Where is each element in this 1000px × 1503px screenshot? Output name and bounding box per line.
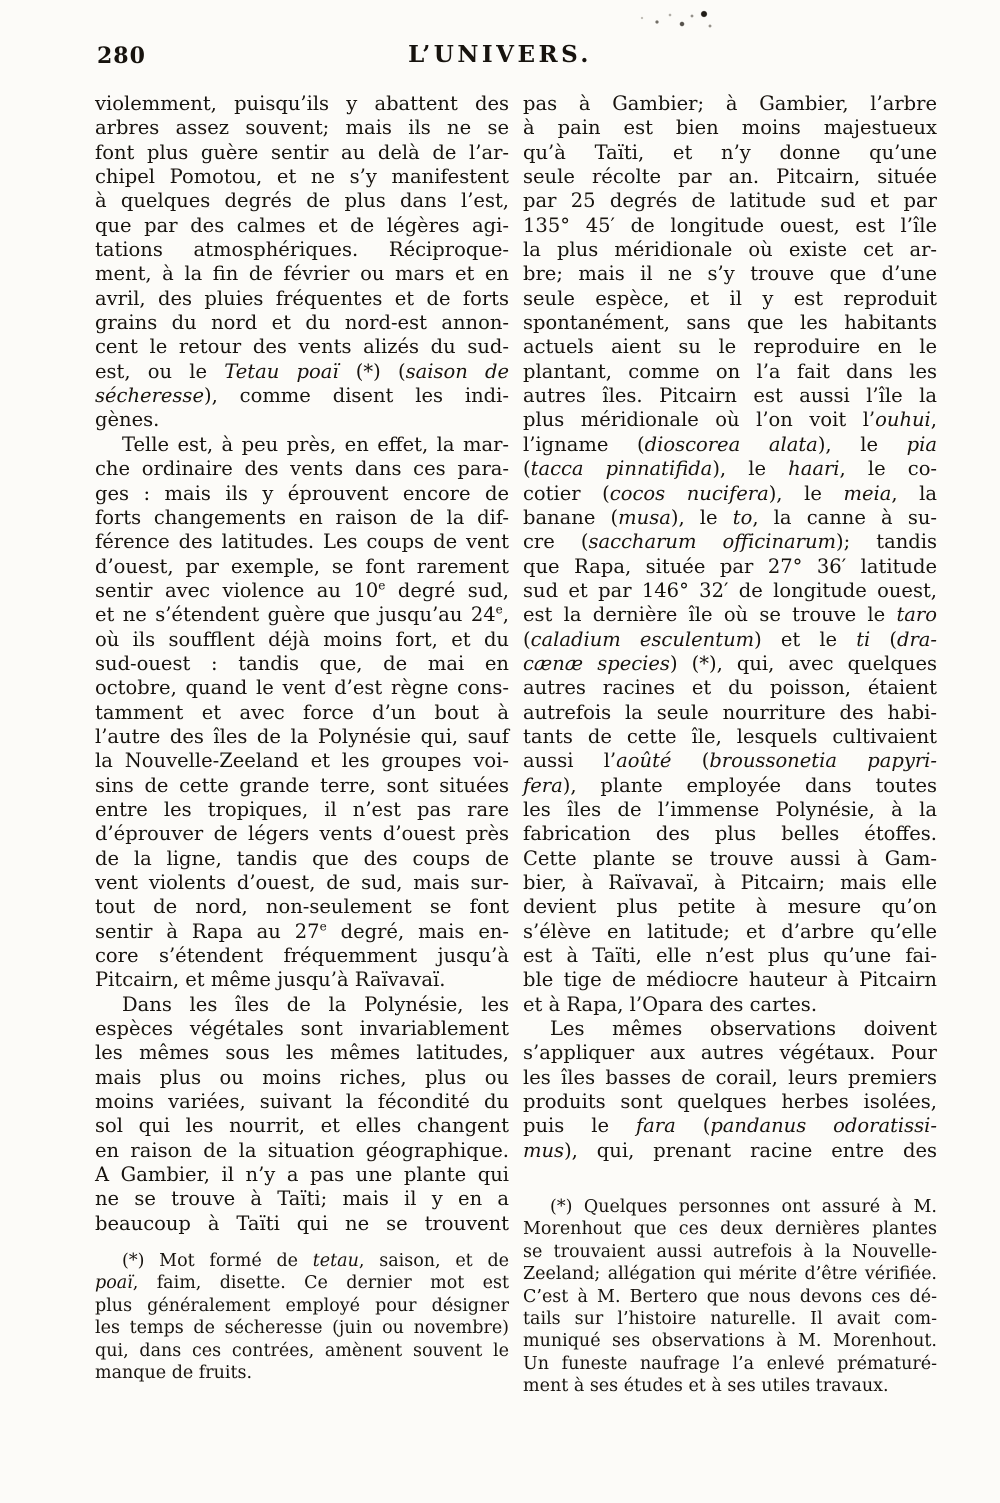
text-line: sentir à Rapa au 27e degré, mais en-: [95, 919, 510, 943]
text-line: Cette plante se trouve aussi à Gam-: [523, 846, 937, 870]
text-line: est à Taïti, elle n’est plus qu’une fai-: [523, 944, 937, 968]
text-line: espèces végétales sont invariablement: [95, 1017, 509, 1041]
text-line: s’élève en latitude; et d’arbre qu’elle: [523, 919, 937, 943]
text-line: d’éprouver de légers vents d’ouest près: [95, 822, 509, 846]
text-line: avril, des pluies fréquentes et de forts: [95, 286, 509, 310]
text-line: ble tige de médiocre hauteur à Pitcairn: [523, 968, 937, 992]
text-line: tants de cette île, lesquels cultivaient: [523, 724, 937, 748]
text-line: les temps de sécheresse (juin ou novembre): [95, 1318, 509, 1339]
scan-artifact: [612, 6, 732, 32]
text-line: d’ouest, par exemple, se font rarement: [95, 554, 509, 578]
text-line: sins de cette grande terre, sont situées: [95, 773, 509, 797]
text-line: est, ou le Tetau poaï (*) (saison de: [95, 359, 509, 383]
text-line: ment à ses études et à ses utiles travaux.: [523, 1376, 889, 1397]
text-line: puis le fara (pandanus odoratissi-: [523, 1114, 937, 1138]
text-line: Telle est, à peu près, en effet, la mar-: [122, 432, 509, 456]
text-line: vent violents d’ouest, de sud, mais sur-: [95, 871, 509, 894]
text-line: che ordinaire des vents dans ces para-: [95, 457, 509, 481]
text-line: tails sur l’histoire naturelle. Il avait com-: [523, 1309, 937, 1330]
text-line: font plus guère sentir au delà de l’ar-: [95, 140, 509, 164]
text-line: plus méridionale où l’on voit l’ouhui,: [523, 408, 937, 432]
text-line: arbres assez souvent; mais ils ne se: [95, 116, 509, 140]
text-line: violemment, puisqu’ils y abattent des: [95, 92, 509, 115]
text-line: devient plus petite à mesure qu’on: [523, 895, 937, 919]
text-line: A Gambier, il n’y a pas une plante qui: [95, 1163, 509, 1187]
text-line: seule récolte par an. Pitcairn, située: [523, 165, 937, 189]
text-line: pas à Gambier; à Gambier, l’arbre: [523, 92, 937, 115]
text-line: (caladium esculentum) et le ti (dra-: [523, 627, 937, 651]
text-line: tations atmosphériques. Réciproque-: [95, 238, 509, 262]
text-line: Dans les îles de la Polynésie, les: [122, 992, 509, 1016]
text-line: à pain est bien moins majestueux: [523, 116, 937, 140]
text-line: cre (saccharum officinarum); tandis: [523, 530, 937, 554]
text-line: en raison de la situation géographique.: [95, 1138, 509, 1162]
text-line: spontanément, sans que les habitants: [523, 311, 937, 335]
text-line: et ne s’étendent guère que jusqu’au 24e,: [95, 602, 509, 627]
text-line: fera), plante employée dans toutes: [523, 773, 937, 797]
text-line: les îles de l’immense Polynésie, à la: [523, 797, 937, 821]
text-line: octobre, quand le vent d’est règne cons-: [95, 676, 509, 700]
text-line: core s’étendent fréquemment jusqu’à: [95, 944, 509, 968]
text-line: Zeeland; allégation qui mérite d’être vérifiée.: [523, 1264, 937, 1285]
text-line: et à Rapa, l’Opara des cartes.: [523, 992, 818, 1016]
text-line: sécheresse), comme disent les indi-: [95, 384, 509, 408]
text-line: entre les tropiques, il n’est pas rare: [95, 797, 509, 821]
text-line: chipel Pomotou, et ne s’y manifestent: [95, 165, 509, 189]
text-line: Morenhout que ces deux dernières plantes: [523, 1219, 937, 1240]
text-line: ment, à la fin de février ou mars et en: [95, 262, 509, 286]
text-line: sentir avec violence au 10e degré sud,: [95, 578, 509, 602]
text-line: 135° 45′ de longitude ouest, est l’île: [523, 213, 937, 237]
text-line: la Nouvelle-Zeeland et les groupes voi-: [95, 749, 509, 773]
text-line: C’est à M. Bertero que nous devons ces dé-: [523, 1286, 937, 1307]
text-line: cotier (cocos nucifera), le meia, la: [523, 481, 938, 505]
text-line: produits sont quelques herbes isolées,: [523, 1090, 937, 1114]
text-line: mus), qui, prenant racine entre des: [523, 1138, 937, 1162]
text-line: aussi l’aoûté (broussonetia papyri-: [523, 749, 937, 773]
text-line: seule espèce, et il y est reproduit: [523, 286, 937, 310]
text-line: grains du nord et du nord-est annon-: [95, 311, 509, 335]
text-line: bier, à Raïvavaï, à Pitcairn; mais elle: [523, 871, 937, 894]
text-line: les mêmes sous les mêmes latitudes,: [95, 1041, 509, 1065]
text-line: que par des calmes et de légères agi-: [95, 213, 509, 237]
text-line: tout de nord, non-seulement se font: [95, 895, 509, 919]
text-line: Un funeste naufrage l’a enlevé prématuré-: [523, 1353, 937, 1374]
text-line: par 25 degrés de latitude sud et par: [523, 189, 937, 213]
text-line: cent le retour des vents alizés du sud-: [95, 335, 509, 359]
text-line: plus généralement employé pour désigner: [95, 1295, 509, 1316]
text-line: cænæ species) (*), qui, avec quelques: [523, 651, 937, 675]
text-line: sud et par 146° 32′ de longitude ouest,: [523, 578, 937, 602]
text-line: Les mêmes observations doivent: [550, 1017, 937, 1041]
text-line: muniqué ses observations à M. Morenhout.: [523, 1331, 937, 1352]
left-footnote: [95, 1250, 509, 1384]
text-line: banane (musa), le to, la canne à su-: [523, 505, 937, 529]
text-line: les îles basses de corail, leurs premiers: [523, 1065, 937, 1089]
text-line: tamment et avec force d’un bout à: [95, 700, 509, 724]
text-line: qu’à Taïti, et n’y donne qu’une: [523, 140, 937, 164]
page-number: 280: [97, 43, 146, 69]
text-line: sol qui les nourrit, et elles changent: [95, 1114, 509, 1138]
left-column: [95, 92, 509, 1236]
text-line: la plus méridionale où existe cet ar-: [523, 238, 937, 262]
text-line: (tacca pinnatifida), le haari, le co-: [523, 457, 938, 481]
text-line: moins variées, suivant la fécondité du: [95, 1090, 509, 1114]
text-line: manque de fruits.: [95, 1363, 253, 1384]
text-line: férence des latitudes. Les coups de vent: [95, 530, 509, 554]
text-line: de la ligne, tandis que des coups de: [95, 846, 509, 870]
text-line: poaï, faim, disette. Ce dernier mot est: [95, 1273, 509, 1294]
text-line: ges : mais ils y éprouvent encore de: [95, 481, 509, 505]
text-line: fabrication des plus belles étoffes.: [523, 822, 937, 846]
text-line: qui, dans ces contrées, amènent souvent le: [95, 1340, 509, 1361]
text-line: (*) Quelques personnes ont assuré à M.: [550, 1197, 937, 1217]
text-line: autres racines et du poisson, étaient: [523, 676, 937, 700]
text-line: bre; mais il ne s’y trouve que d’une: [523, 262, 937, 286]
text-line: se trouvaient aussi autrefois à la Nouvelle-: [523, 1241, 937, 1262]
text-line: (*) Mot formé de tetau, saison, et de: [122, 1251, 510, 1271]
text-line: actuels aient su le reproduire en le: [523, 335, 937, 359]
text-line: l’autre des îles de la Polynésie qui, sauf: [95, 724, 509, 748]
text-line: ne se trouve à Taïti; mais il y en a: [95, 1187, 509, 1211]
text-line: est la dernière île où se trouve le taro: [523, 603, 937, 627]
text-line: sud-ouest : tandis que, de mai en: [95, 651, 509, 675]
text-line: gènes.: [95, 408, 160, 432]
text-line: autres îles. Pitcairn est aussi l’île la: [523, 384, 937, 408]
text-line: où ils soufflent déjà moins fort, et du: [95, 627, 509, 651]
text-line: l’igname (dioscorea alata), le pia: [523, 432, 938, 456]
text-line: que Rapa, située par 27° 36′ latitude: [523, 554, 937, 578]
text-line: mais plus ou moins riches, plus ou: [95, 1065, 509, 1089]
running-title: L’UNIVERS.: [408, 41, 592, 68]
text-line: forts changements en raison de la dif-: [95, 505, 509, 529]
right-column: [523, 92, 937, 1163]
text-line: Pitcairn, et même jusqu’à Raïvavaï.: [95, 968, 446, 992]
text-line: à quelques degrés de plus dans l’est,: [95, 189, 509, 213]
text-line: autrefois la seule nourriture des habi-: [523, 700, 937, 724]
text-line: beaucoup à Taïti qui ne se trouvent: [95, 1211, 509, 1235]
right-footnote: [523, 1196, 937, 1398]
text-line: s’appliquer aux autres végétaux. Pour: [523, 1041, 937, 1065]
text-line: plantant, comme on l’a fait dans les: [523, 359, 937, 383]
